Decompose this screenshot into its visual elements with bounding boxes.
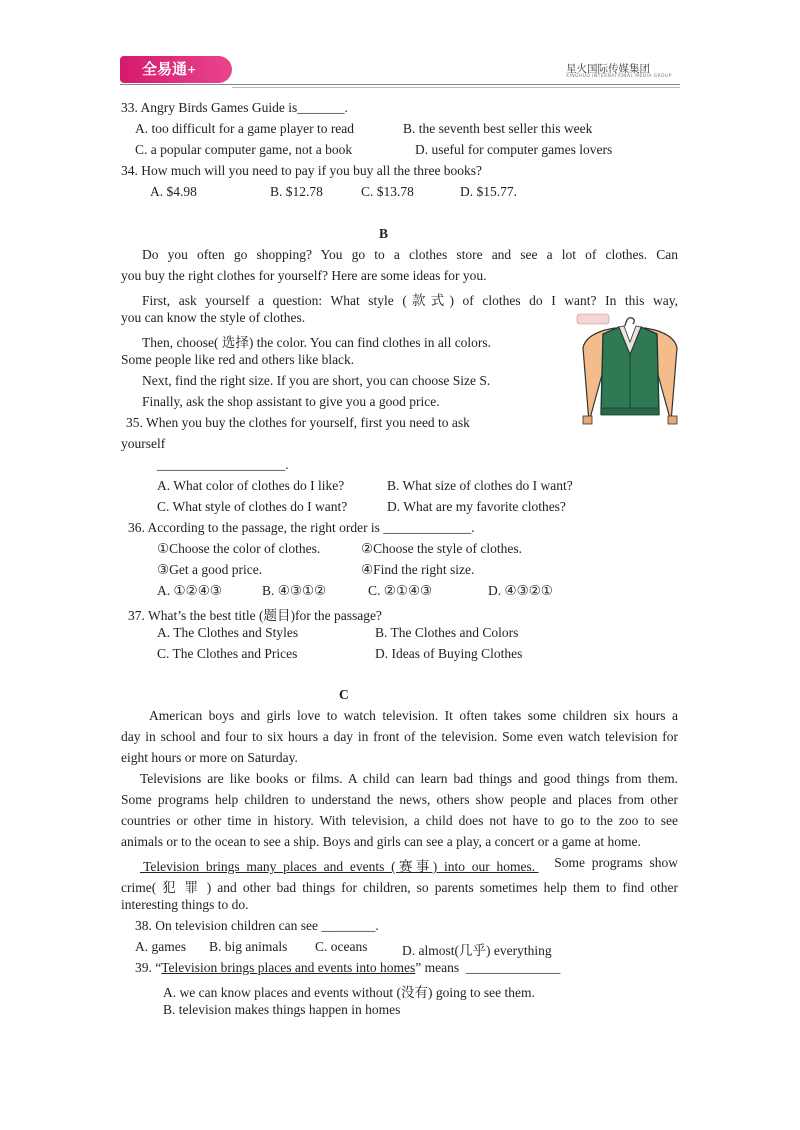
- c-para2-line4: animals or to the ocean to see a ship. Boys and girls can see a play, a concert or a game at home.: [121, 834, 641, 849]
- right-cuff: [668, 416, 677, 424]
- vest-hem: [601, 408, 659, 415]
- b-para5: Finally, ask the shop assistant to give you a good price.: [142, 394, 440, 409]
- b-para1-line1: Do you often go shopping? You go to a clothes store and see a lot of clothes. Can: [142, 247, 678, 262]
- header-rule: [120, 84, 680, 85]
- q39-stem: [135, 960, 560, 976]
- q36-option-c: C. ②①④③: [368, 583, 433, 598]
- q34-option-c: C. $13.78: [361, 184, 414, 199]
- q33-option-b: B. the seventh best seller this week: [403, 121, 593, 136]
- q39-stem-suffix: ” means ______________: [415, 960, 561, 975]
- q35-stem-line2: yourself: [121, 436, 166, 451]
- c-underlined-sentence: Television brings many places and events ( 赛 事 ) into our homes.: [140, 859, 539, 874]
- logo-text: 全易通: [142, 60, 188, 78]
- q36-stem: 36. According to the passage, the right order is _____________.: [128, 520, 475, 535]
- b-para3-line2: Some people like red and others like black.: [121, 352, 355, 367]
- q36-step-3: ③Get a good price.: [157, 562, 263, 577]
- c-para1-line1: American boys and girls love to watch television. It often takes some children six hours a: [149, 708, 678, 723]
- logo-plus: +: [187, 63, 197, 76]
- q35-option-c: C. What style of clothes do I want?: [157, 499, 348, 514]
- q37-option-d: D. Ideas of Buying Clothes: [375, 646, 523, 661]
- header-rule-thin: [232, 87, 680, 88]
- q39-quoted-sentence: Television brings places and events into homes: [161, 960, 416, 975]
- c-para1-line3: eight hours or more on Saturday.: [121, 750, 298, 765]
- q33-option-c: C. a popular computer game, not a book: [135, 142, 353, 157]
- section-c-heading: C: [339, 687, 349, 702]
- clothing-tag: [577, 314, 609, 324]
- q35-answer-blank: ___________________.: [157, 457, 289, 472]
- c-para3-line3: interesting things to do.: [121, 897, 249, 912]
- c-para3-line2: crime( 犯 罪 ) and other bad things for children, so parents sometimes help them to find other: [121, 880, 678, 895]
- q35-option-d: D. What are my favorite clothes?: [387, 499, 566, 514]
- q35-option-b: B. What size of clothes do I want?: [387, 478, 573, 493]
- publisher-subtitle: XINGHUO INTERNATIONAL MEDIA GROUP: [566, 74, 672, 79]
- q37-option-a: A. The Clothes and Styles: [157, 625, 299, 640]
- q38-option-c: C. oceans: [315, 939, 368, 954]
- c-para3-line1-rest: Some programs show: [554, 855, 678, 870]
- q34-stem: 34. How much will you need to pay if you buy all the three books?: [121, 163, 483, 178]
- b-para4: Next, find the right size. If you are short, you can choose Size S.: [142, 373, 491, 388]
- q34-option-d: D. $15.77.: [460, 184, 517, 199]
- q38-option-d: D. almost(几乎) everything: [402, 943, 552, 958]
- q37-option-c: C. The Clothes and Prices: [157, 646, 298, 661]
- q33-option-a: A. too difficult for a game player to read: [135, 121, 355, 136]
- q36-option-b: B. ④③①②: [262, 583, 327, 598]
- left-cuff: [583, 416, 592, 424]
- q33-option-d: D. useful for computer games lovers: [415, 142, 613, 157]
- b-para2-line2: you can know the style of clothes.: [121, 310, 306, 325]
- q39-option-b: B. television makes things happen in homes: [163, 1002, 401, 1017]
- b-para2-line1: First, ask yourself a question: What style (款式) of clothes do I want? In this way,: [142, 293, 678, 308]
- q34-option-a: A. $4.98: [150, 184, 197, 199]
- q33-stem: 33. Angry Birds Games Guide is_______.: [121, 100, 348, 115]
- q38-option-a: A. games: [135, 939, 186, 954]
- c-para2-line1: Televisions are like books or films. A child can learn bad things and good things from them.: [140, 771, 678, 786]
- q36-option-a: A. ①②④③: [157, 583, 222, 598]
- q38-option-b: B. big animals: [209, 939, 288, 954]
- c-para1-line2: day in school and four to six hours a day in front of the television. Some even watch television for: [121, 729, 678, 744]
- hanger-hook: [625, 318, 634, 326]
- q35-option-a: A. What color of clothes do I like?: [157, 478, 345, 493]
- section-b-heading: B: [379, 226, 389, 241]
- q35-stem-line1: 35. When you buy the clothes for yourself, first you need to ask: [126, 415, 470, 430]
- c-para2-line2: Some programs help children to understand the news, others show people and places from other: [121, 792, 678, 807]
- q37-option-b: B. The Clothes and Colors: [375, 625, 519, 640]
- q37-stem: 37. What’s the best title (题目)for the passage?: [128, 608, 382, 623]
- q39-option-a: A. we can know places and events without (没有) going to see them.: [163, 985, 535, 1000]
- c-para3-line1: [140, 855, 678, 875]
- b-para3-line1: Then, choose( 选择) the color. You can find clothes in all colors.: [142, 335, 492, 350]
- q39-stem-prefix: 39. “: [135, 960, 162, 975]
- b-para1-line2: you buy the right clothes for yourself? Here are some ideas for you.: [121, 268, 487, 283]
- publisher-name: 星火国际传媒集团: [566, 63, 650, 75]
- q34-option-b: B. $12.78: [270, 184, 323, 199]
- jacket-illustration: [575, 310, 685, 430]
- c-para2-line3: countries or other time in history. With television, a child does not have to go to the zoo to see: [121, 813, 678, 828]
- q36-step-2: ②Choose the style of clothes.: [361, 541, 522, 556]
- header-logo: [120, 56, 232, 83]
- q38-stem: 38. On television children can see ________.: [135, 918, 379, 933]
- q36-option-d: D. ④③②①: [488, 583, 553, 598]
- q36-step-1: ①Choose the color of clothes.: [157, 541, 321, 556]
- q36-step-4: ④Find the right size.: [361, 562, 475, 577]
